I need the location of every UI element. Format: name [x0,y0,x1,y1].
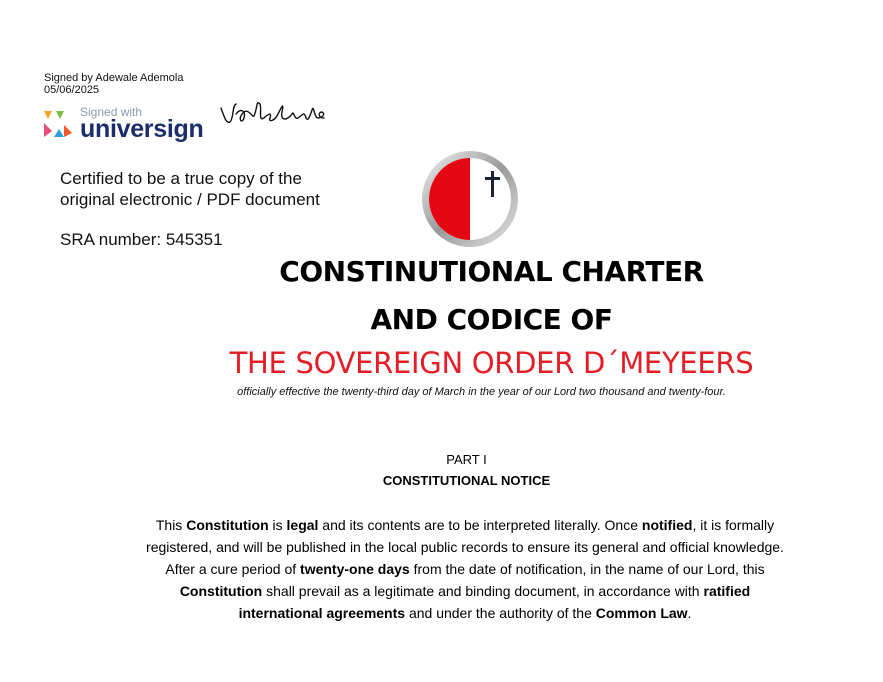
notice-body [140,514,790,624]
title-line-1: CONSTINUTIONAL CHARTER [279,255,704,288]
title-line-2: AND CODICE OF [370,303,613,336]
signed-date-text: 05/06/2025 [44,84,100,96]
universign-mark-icon [42,107,78,143]
universign-logo [42,105,207,147]
signature-info [44,72,183,96]
part-label: PART I [446,452,487,467]
universign-word: universign [80,115,204,143]
signed-with-text: Signed with [80,105,143,119]
certification-line-2: original electronic / PDF document [60,190,320,209]
certification-line-1: Certified to be a true copy of the [60,169,302,188]
title-line-3: THE SOVEREIGN ORDER D´MEYEERS [229,346,754,380]
signed-by-text: Signed by Adewale Ademola [44,72,184,84]
effective-date-text: officially effective the twenty-third day of March in the year of our Lord two thousand and twenty-four. [237,386,726,398]
notice-paragraph-1: This Constitution is legal and its contents are to be interpreted literally. Once notified, it is formally registered, and will be published in the local public records to ensure its general and official knowledge. [146,517,784,555]
notice-paragraph-2: After a cure period of twenty-one days from the date of notification, in the name of our Lord, this Constitution shall prevail as a legitimate and binding document, in accordance with ratified international agreements and under the authority of the Common Law. [165,561,765,621]
handwritten-signature [218,96,330,137]
order-seal [420,150,520,255]
part-heading: CONSTITUTIONAL NOTICE [382,473,551,488]
sra-number: SRA number: 545351 [60,230,223,249]
certification-text [60,168,320,210]
